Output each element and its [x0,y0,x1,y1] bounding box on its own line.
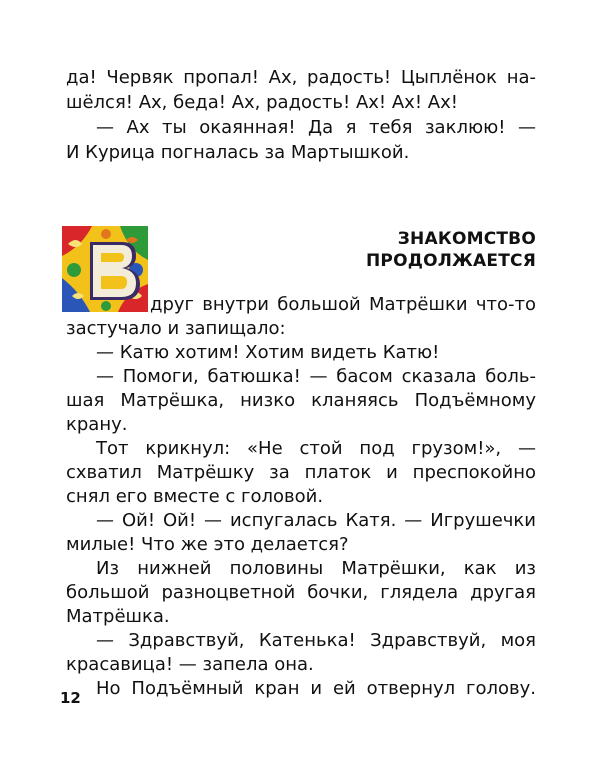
text-line: — Здравствуй, Катенька! Здравствуй, моя [96,630,536,651]
text-line: — Ой! Ой! — испугалась Катя. — Игрушечки [96,510,536,531]
text-line: красавица! — запела она. [66,654,314,675]
text-line: да! Червяк пропал! Ах, радость! Цыплёнок на- [66,67,536,88]
text-line: шая Матрёшка, низко кланяясь Подъёмному [66,390,536,411]
text-line: снял его вместе с головой. [66,486,324,507]
page-number: 12 [60,689,81,707]
text-line: — Помоги, батюшка! — басом сказала боль- [96,366,536,387]
text-line: большой разноцветной бочки, глядела другая [66,582,536,603]
text-line: шёлся! Ах, беда! Ах, радость! Ах! Ах! Ах! [66,92,458,113]
text-line: застучало и запищало: [66,318,286,339]
chapter-title-line-1: ЗНАКОМСТВО [397,229,536,249]
text-line: Матрёшка. [66,606,170,627]
drop-cap-ornament [62,226,148,312]
text-line: милые! Что же это делается? [66,534,349,555]
text-line: схватил Матрёшку за платок и преспокойно [66,462,536,483]
text-line: — Катю хотим! Хотим видеть Катю! [96,342,440,363]
drop-cap-illustration [62,226,148,312]
text-line: друг внутри большой Матрёшки что-то [150,294,536,315]
text-line: крану. [66,414,128,435]
text-line: Но Подъёмный кран и ей отвернул голову. [96,678,536,699]
text-line: — Ах ты окаянная! Да я тебя заклюю! — [96,117,536,138]
chapter-title-line-2: ПРОДОЛЖАЕТСЯ [366,251,536,271]
text-line: Из нижней половины Матрёшки, как из [96,558,536,579]
text-line: Тот крикнул: «Не стой под грузом!», — [96,438,536,459]
text-line: И Курица погналась за Мартышкой. [66,142,410,163]
